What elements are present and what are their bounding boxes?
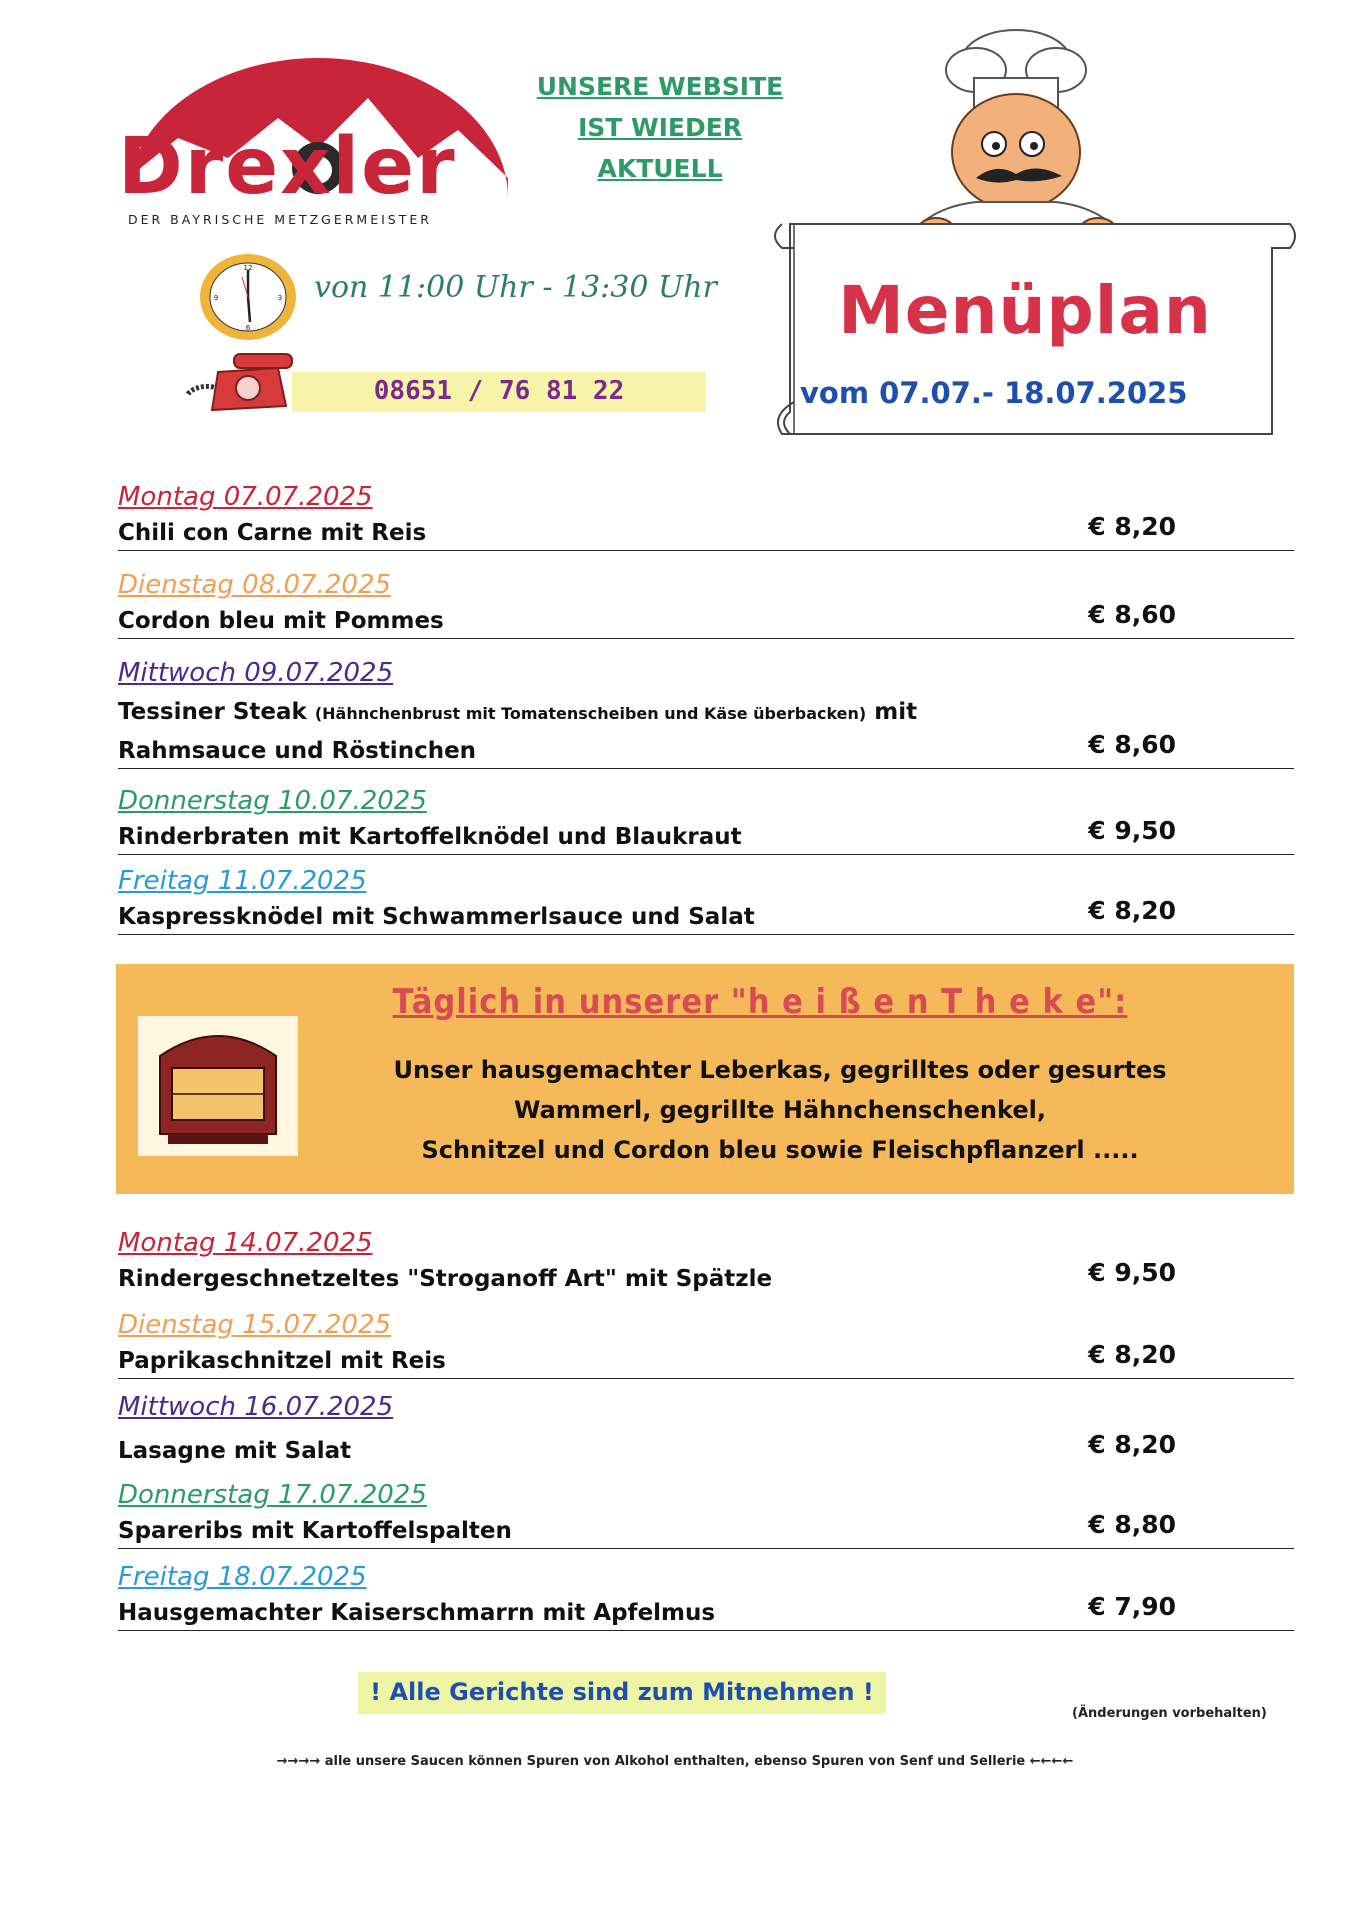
dish-row — [118, 1592, 1294, 1631]
allergen-note: →→→→ alle unsere Saucen können Spuren von Alkohol enthalten, ebenso Spuren von Senf und Sellerie ←←←← — [276, 1754, 1074, 1769]
dish-price: € 8,20 — [1088, 896, 1176, 925]
menu-day-block — [118, 862, 1294, 935]
dish-row — [118, 1258, 1294, 1296]
dish-row — [118, 600, 1294, 639]
dish-name: Paprikaschnitzel mit Reis — [118, 1348, 446, 1374]
dish-row — [118, 1340, 1294, 1379]
dish-name — [118, 692, 1018, 734]
menu-title: Menüplan — [838, 272, 1212, 349]
menu-day-block — [118, 1388, 1294, 1468]
svg-text:9: 9 — [213, 294, 219, 302]
menu-day-block — [118, 782, 1294, 855]
dish-name: Rindergeschnetzeltes "Stroganoff Art" mit Spätzle — [118, 1266, 773, 1292]
svg-text:12: 12 — [243, 264, 253, 272]
telephone-icon — [182, 348, 304, 422]
phone-number[interactable]: 08651 / 76 81 22 — [373, 376, 625, 406]
svg-text:6: 6 — [245, 324, 251, 332]
website-notice-line[interactable]: AKTUELL — [597, 154, 723, 183]
dish-price: € 8,60 — [1088, 730, 1176, 759]
day-label: Mittwoch 16.07.2025 — [118, 1392, 394, 1422]
banner-line: Unser hausgemachter Leberkas, gegrilltes oder gesurtes — [393, 1056, 1167, 1084]
brand-tagline: DER BAYRISCHE METZGERMEISTER — [128, 212, 432, 227]
dish-row — [118, 1510, 1294, 1549]
dish-note: (Hähnchenbrust mit Tomatenscheiben und Käse überbacken) — [314, 704, 867, 723]
menu-day-block — [118, 1558, 1294, 1631]
changes-notice: (Änderungen vorbehalten) — [1072, 1706, 1267, 1721]
clock-icon — [198, 252, 298, 342]
menu-day-block — [118, 566, 1294, 639]
dish-name: Kaspressknödel mit Schwammerlsauce und Salat — [118, 904, 755, 930]
menu-date-range: vom 07.07.- 18.07.2025 — [800, 376, 1188, 410]
menu-day-block — [118, 1306, 1294, 1379]
menu-day-block — [118, 1224, 1294, 1296]
menu-day-block — [118, 478, 1294, 551]
dish-name: Cordon bleu mit Pommes — [118, 608, 444, 634]
menu-day-block — [118, 1476, 1294, 1549]
chef-mascot-icon — [866, 22, 1146, 242]
dish-price: € 8,20 — [1088, 1430, 1176, 1459]
dish-name: Spareribs mit Kartoffelspalten — [118, 1518, 512, 1544]
banner-line: Schnitzel und Cordon bleu sowie Fleischpflanzerl ..... — [421, 1136, 1139, 1164]
dish-row — [118, 1430, 1294, 1468]
dish-price: € 8,20 — [1088, 1340, 1176, 1369]
day-label: Donnerstag 17.07.2025 — [118, 1480, 427, 1510]
day-label: Dienstag 15.07.2025 — [118, 1310, 392, 1340]
dish-price: € 8,20 — [1088, 512, 1176, 541]
banner-text — [380, 1050, 1180, 1170]
website-notice-line[interactable]: IST WIEDER — [577, 113, 743, 142]
day-label: Montag 14.07.2025 — [118, 1228, 373, 1258]
brand-name: Drexler — [118, 122, 457, 212]
day-label: Freitag 18.07.2025 — [118, 1562, 367, 1592]
day-label: Montag 07.07.2025 — [118, 482, 373, 512]
day-label: Donnerstag 10.07.2025 — [118, 786, 427, 816]
dish-main: Tessiner Steak — [118, 699, 307, 725]
website-notice-line[interactable]: UNSERE WEBSITE — [536, 72, 784, 101]
takeaway-notice: ! Alle Gerichte sind zum Mitnehmen ! — [370, 1678, 874, 1706]
svg-text:3: 3 — [277, 294, 283, 302]
dish-price: € 9,50 — [1088, 1258, 1176, 1287]
website-notice[interactable] — [510, 66, 810, 189]
menu-day-block — [118, 654, 1294, 769]
dish-main-end: mit — [874, 699, 918, 725]
dish-name: Rahmsauce und Röstinchen — [118, 738, 477, 764]
dish-name: Chili con Carne mit Reis — [118, 520, 427, 546]
dish-row — [118, 512, 1294, 551]
banner-title: Täglich in unserer "h e i ß e n T h e k e": — [392, 982, 1128, 1022]
dish-name: Lasagne mit Salat — [118, 1438, 352, 1464]
dish-price: € 9,50 — [1088, 816, 1176, 845]
dish-price: € 8,60 — [1088, 600, 1176, 629]
dish-price: € 7,90 — [1088, 1592, 1176, 1621]
dish-row — [118, 730, 1294, 769]
dish-row — [118, 816, 1294, 855]
dish-price: € 8,80 — [1088, 1510, 1176, 1539]
day-label: Mittwoch 09.07.2025 — [118, 658, 394, 688]
day-label: Dienstag 08.07.2025 — [118, 570, 392, 600]
day-label: Freitag 11.07.2025 — [118, 866, 367, 896]
food-warmer-icon — [138, 1016, 298, 1156]
banner-line: Wammerl, gegrillte Hähnchenschenkel, — [514, 1096, 1046, 1124]
dish-name: Hausgemachter Kaiserschmarrn mit Apfelmus — [118, 1600, 716, 1626]
opening-hours: von 11:00 Uhr - 13:30 Uhr — [314, 270, 717, 305]
dish-row — [118, 896, 1294, 935]
dish-name: Rinderbraten mit Kartoffelknödel und Blaukraut — [118, 824, 742, 850]
